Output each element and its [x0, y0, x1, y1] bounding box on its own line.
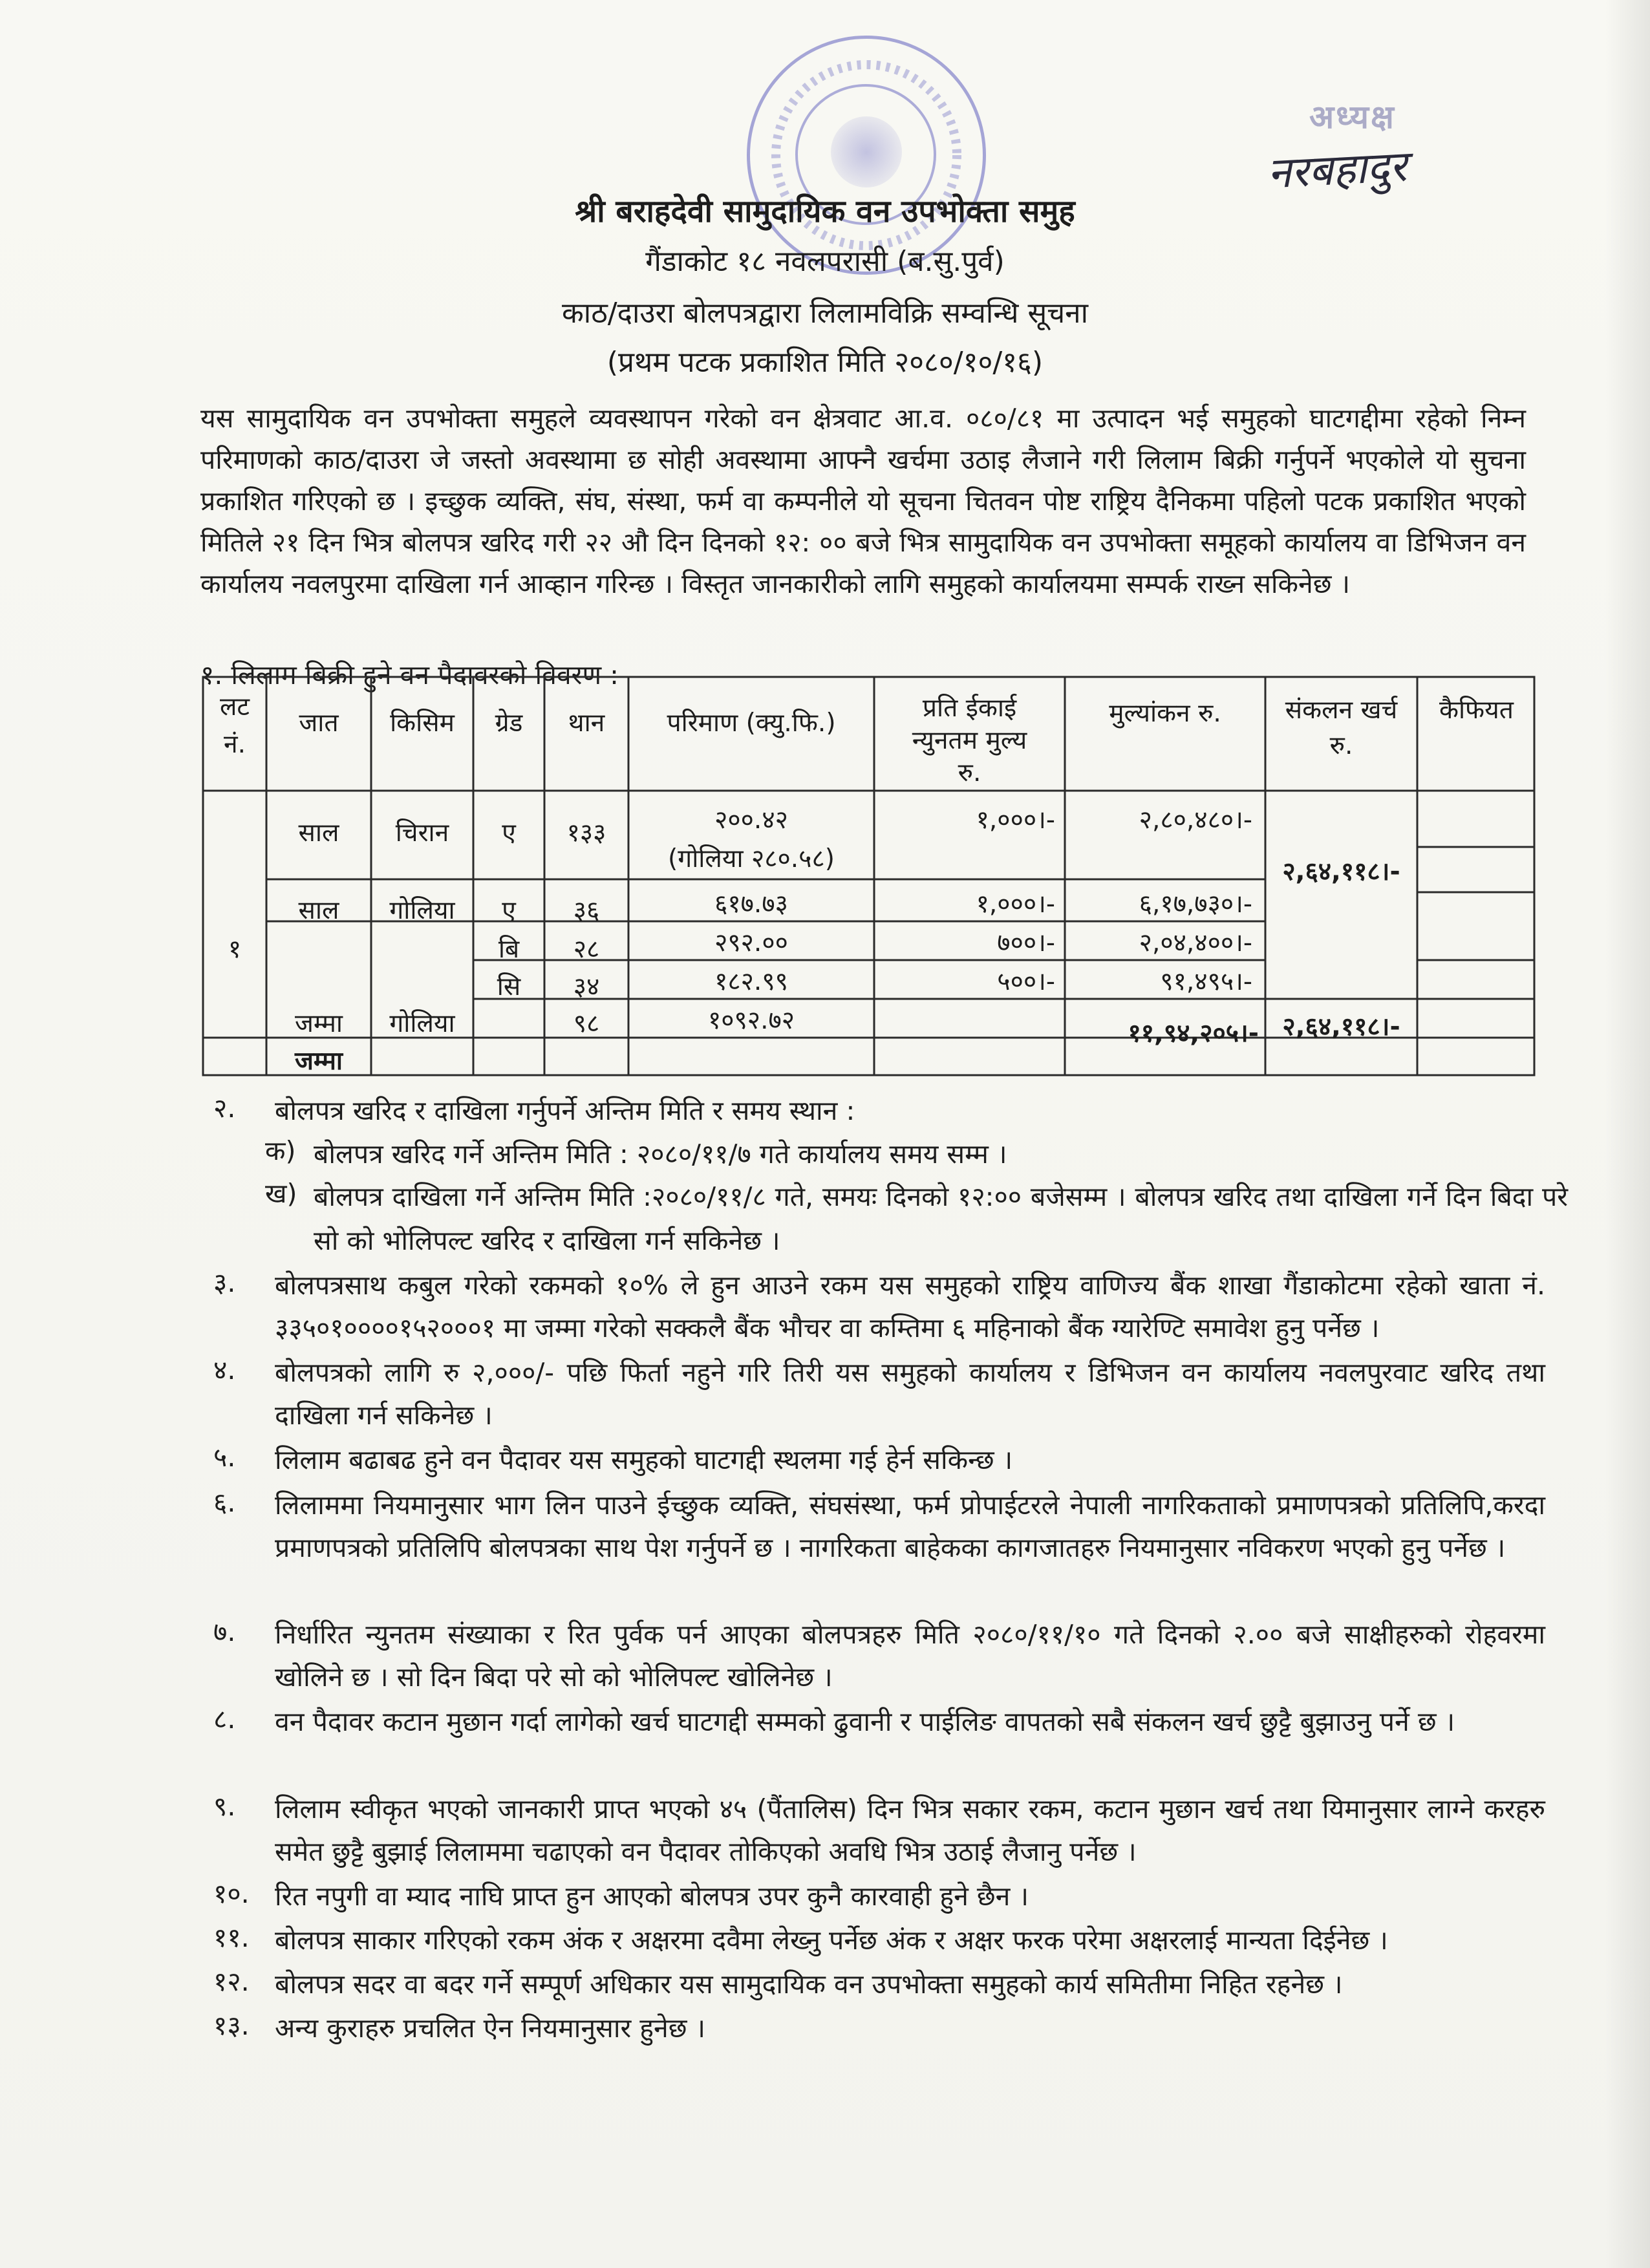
- chairman-signature: नरबहादुर: [1266, 141, 1408, 198]
- row1-rate: १,०००।-: [976, 806, 1055, 835]
- subitem-text: बोलपत्र खरिद गर्ने अन्तिम मिति : २०८०/११/७ गते कार्यालय समय सम्म ।: [314, 1139, 1007, 1170]
- header-lot-no: नं.: [223, 730, 246, 759]
- organization-name: श्री बराहदेवी सामुदायिक वन उपभोक्ता समुह: [575, 193, 1075, 230]
- subitem-number: ख): [265, 1178, 297, 1209]
- subitem-text: बोलपत्र दाखिला गर्ने अन्तिम मिति :२०८०/११/८ गते, समयः दिनको १२:०० बजेसम्म । बोलपत्र खरिद तथा दाखिला गर्ने दिन बिदा परे सो को भोलिपल्ट खरिद र दाखिला गर्न सकिनेछ ।: [314, 1181, 1568, 1256]
- total-collection: २,६४,११८।-: [1282, 1012, 1400, 1042]
- total-pieces: ९८: [573, 1009, 600, 1038]
- item-text: वन पैदावर कटान मुछान गर्दा लागेको खर्च घाटगद्दी सम्मको ढुवानी र पाईलिङ वापतको सबै संकलन खर्च छुट्टै बुझाउनु पर्ने छ ।: [275, 1706, 1455, 1737]
- header-rate-line2: न्युनतम मुल्य: [912, 726, 1027, 755]
- publication-date: (प्रथम पटक प्रकाशित मिति २०८०/१०/१६): [606, 346, 1044, 379]
- item-number: १२.: [213, 1966, 250, 1997]
- row3-rate: ७००।-: [997, 928, 1055, 957]
- item-text: बोलपत्रको लागि रु २,०००/- पछि फिर्ता नहुने गरि तिरी यस समुहको कार्यालय र डिभिजन वन कार्यालय नवलपुरवाट खरिद तथा दाखिला गर्न सकिनेछ ।: [275, 1357, 1545, 1431]
- item-number: १३.: [213, 2010, 250, 2041]
- collection-cost: २,६४,११८।-: [1282, 857, 1400, 886]
- grand-total-label: जम्मा: [294, 1047, 343, 1076]
- seal-ring-marks: [750, 39, 983, 272]
- item-text: बोलपत्रसाथ कबुल गरेको रकमको १०% ले हुन आउने रकम यस समुहको राष्ट्रिय वाणिज्य बैंक शाखा गैंडाकोटमा रहेको खाता नं. ३३५०१००००१५२०००१ मा जम्मा गरेको सक्कलै बैंक भौचर वा कम्तिमा ६ महिनाको बैंक ग्यारेण्टि समावेश हुनु पर्नेछ ।: [275, 1270, 1545, 1343]
- header-remarks: कैफियत: [1439, 696, 1514, 725]
- item-number: ५.: [213, 1442, 236, 1473]
- item-text: बोलपत्र सदर वा बदर गर्ने सम्पूर्ण अधिकार यस सामुदायिक वन उपभोक्ता समुहको कार्य समितीमा निहित रहनेछ ।: [275, 1969, 1343, 2000]
- row2-rate: १,०००।-: [976, 890, 1055, 919]
- item-number: २.: [213, 1093, 236, 1124]
- item-text: लिलाममा नियमानुसार भाग लिन पाउने ईच्छुक व्यक्ति, संघसंस्था, फर्म प्रोपाईटरले नेपाली नागरिकताको प्रमाणपत्रको प्रतिलिपि,करदा प्रमाणपत्रको प्रतिलिपि बोलपत्रका साथ पेश गर्नुपर्ने छ । नागरिकता बाहेकका कागजातहरु नियमानुसार नविकरण भएको हुनु पर्नेछ ।: [275, 1490, 1545, 1563]
- header-rate-line3: रु.: [958, 758, 981, 787]
- row5-pieces: ३४: [573, 972, 600, 1001]
- item-text: लिलाम बढाबढ हुने वन पैदावर यस समुहको घाटगद्दी स्थलमा गई हेर्न सकिन्छ ।: [275, 1444, 1013, 1475]
- total-type: गोलिया: [389, 1009, 455, 1038]
- header-valuation: मुल्यांकन रु.: [1109, 699, 1221, 728]
- table-caption: १. लिलाम बिक्री हुने वन पैदावरको विवरण :: [200, 659, 619, 690]
- total-label: जम्मा: [294, 1009, 343, 1038]
- organization-address: गैंडाकोट १८ नवलपरासी (ब.सु.पुर्व): [645, 245, 1005, 278]
- row4-valuation: ९१,४९५।-: [1160, 967, 1252, 996]
- row2-volume: ६१७.७३: [714, 890, 788, 919]
- item-number: ४.: [213, 1354, 236, 1385]
- header-type: किसिम: [390, 709, 455, 738]
- row1-species: साल: [298, 818, 339, 848]
- row5-grade: सि: [497, 972, 521, 1001]
- item-text: बोलपत्र साकार गरिएको रकम अंक र अक्षरमा दवैमा लेख्नु पर्नेछ अंक र अक्षर फरक परेमा अक्षरलाई मान्यता दिईनेछ ।: [275, 1925, 1388, 1956]
- item-number: ३.: [213, 1267, 236, 1298]
- notice-subject: काठ/दाउरा बोलपत्रद्वारा लिलामविक्रि सम्वन्धि सूचना: [562, 297, 1088, 330]
- header-rate-line1: प्रति ईकाई: [922, 694, 1017, 723]
- header-lot: लट: [219, 692, 250, 722]
- row1-volume-note: (गोलिया २८०.५८): [668, 844, 835, 873]
- lot-number: १: [228, 935, 242, 964]
- row3-grade: ए: [502, 896, 516, 925]
- header-collection-line2: रु.: [1329, 731, 1353, 760]
- chairman-stamp: अध्यक्ष: [1309, 98, 1396, 136]
- header-grade: ग्रेड: [495, 709, 523, 738]
- forest-produce-table: [202, 676, 1536, 1076]
- organization-seal: [747, 36, 986, 275]
- row3-type: गोलिया: [389, 896, 455, 925]
- item-text: निर्धारित न्युनतम संख्याका र रित पुर्वक पर्न आएका बोलपत्रहरु मिति २०८०/११/१० गते दिनको २.०० बजे साक्षीहरुको रोहवरमा खोलिने छ । सो दिन बिदा परे सो को भोलिपल्ट खोलिनेछ ।: [275, 1619, 1545, 1693]
- item-number: ८.: [213, 1704, 236, 1735]
- item-number: ७.: [213, 1616, 236, 1647]
- item-text: रित नपुगी वा म्याद नाघि प्राप्त हुन आएको बोलपत्र उपर कुनै कारवाही हुने छैन ।: [275, 1881, 1029, 1912]
- item-number: ११.: [213, 1922, 250, 1953]
- item-number: १०.: [213, 1878, 250, 1909]
- row4-volume: १८२.९९: [714, 967, 788, 996]
- row3-valuation: २,०४,४००।-: [1139, 928, 1252, 957]
- header-species: जात: [299, 709, 339, 738]
- header-pieces: थान: [568, 709, 605, 738]
- item-number: ६.: [213, 1487, 236, 1518]
- header-collection-line1: संकलन खर्च: [1285, 696, 1398, 725]
- header-volume: परिमाण (क्यु.फि.): [667, 709, 836, 738]
- row1-valuation: २,८०,४८०।-: [1139, 806, 1252, 835]
- total-valuation: ११,९४,२०५।-: [1128, 1019, 1259, 1048]
- row1-pieces: १३३: [566, 818, 606, 848]
- item-text: लिलाम स्वीकृत भएको जानकारी प्राप्त भएको ४५ (पैंतालिस) दिन भित्र सकार रकम, कटान मुछान खर्च तथा यिमानुसार लाग्ने करहरु समेत छुट्टै बुझाई लिलाममा चढाएको वन पैदावर तोकिएको अवधि भित्र उठाई लैजानु पर्नेछ ।: [275, 1793, 1545, 1867]
- row4-pieces: २८: [573, 935, 600, 964]
- row3-volume: २९२.००: [714, 928, 788, 957]
- scan-edge-shadow: [1605, 0, 1650, 2268]
- row2-valuation: ६,१७,७३०।-: [1139, 890, 1252, 919]
- item-number: ९.: [213, 1791, 236, 1822]
- row1-type: चिरान: [395, 818, 449, 848]
- row1-volume: २००.४२: [714, 806, 788, 835]
- row3-pieces: ३६: [573, 896, 600, 925]
- intro-paragraph: यस सामुदायिक वन उपभोक्ता समुहले व्यवस्थापन गरेको वन क्षेत्रवाट आ.व. ०८०/८१ मा उत्पादन भई समुहको घाटगद्दीमा रहेको निम्न परिमाणको काठ/दाउरा जे जस्तो अवस्थामा छ सोही अवस्थामा आफ्नै खर्चमा उठाइ लैजाने गरी लिलाम बिक्री गर्नुपर्ने भएकोले यो सुचना प्रकाशित गरिएको छ । इच्छुक व्यक्ति, संघ, संस्था, फर्म वा कम्पनीले यो सूचना चितवन पोष्ट राष्ट्रिय दैनिकमा पहिलो पटक प्रकाशित भएको मितिले २१ दिन भित्र बोलपत्र खरिद गरी २२ औ दिन दिनको १२: ०० बजे भित्र सामुदायिक वन उपभोक्ता समूहको कार्यालय वा डिभिजन वन कार्यालय नवलपुरमा दाखिला गर्न आव्हान गरिन्छ । विस्तृत जानकारीको लागि समुहको कार्यालयमा सम्पर्क राख्न सकिनेछ ।: [200, 403, 1526, 599]
- row4-rate: ५००।-: [997, 967, 1055, 996]
- total-volume: १०९२.७२: [707, 1006, 795, 1035]
- item-text: बोलपत्र खरिद र दाखिला गर्नुपर्ने अन्तिम मिति र समय स्थान :: [275, 1095, 855, 1126]
- item-text: अन्य कुराहरु प्रचलित ऐन नियमानुसार हुनेछ ।: [275, 2013, 706, 2044]
- subitem-number: क): [265, 1135, 296, 1166]
- row4-grade: बि: [498, 935, 520, 964]
- row1-grade: ए: [502, 818, 516, 848]
- row3-species: साल: [298, 896, 339, 925]
